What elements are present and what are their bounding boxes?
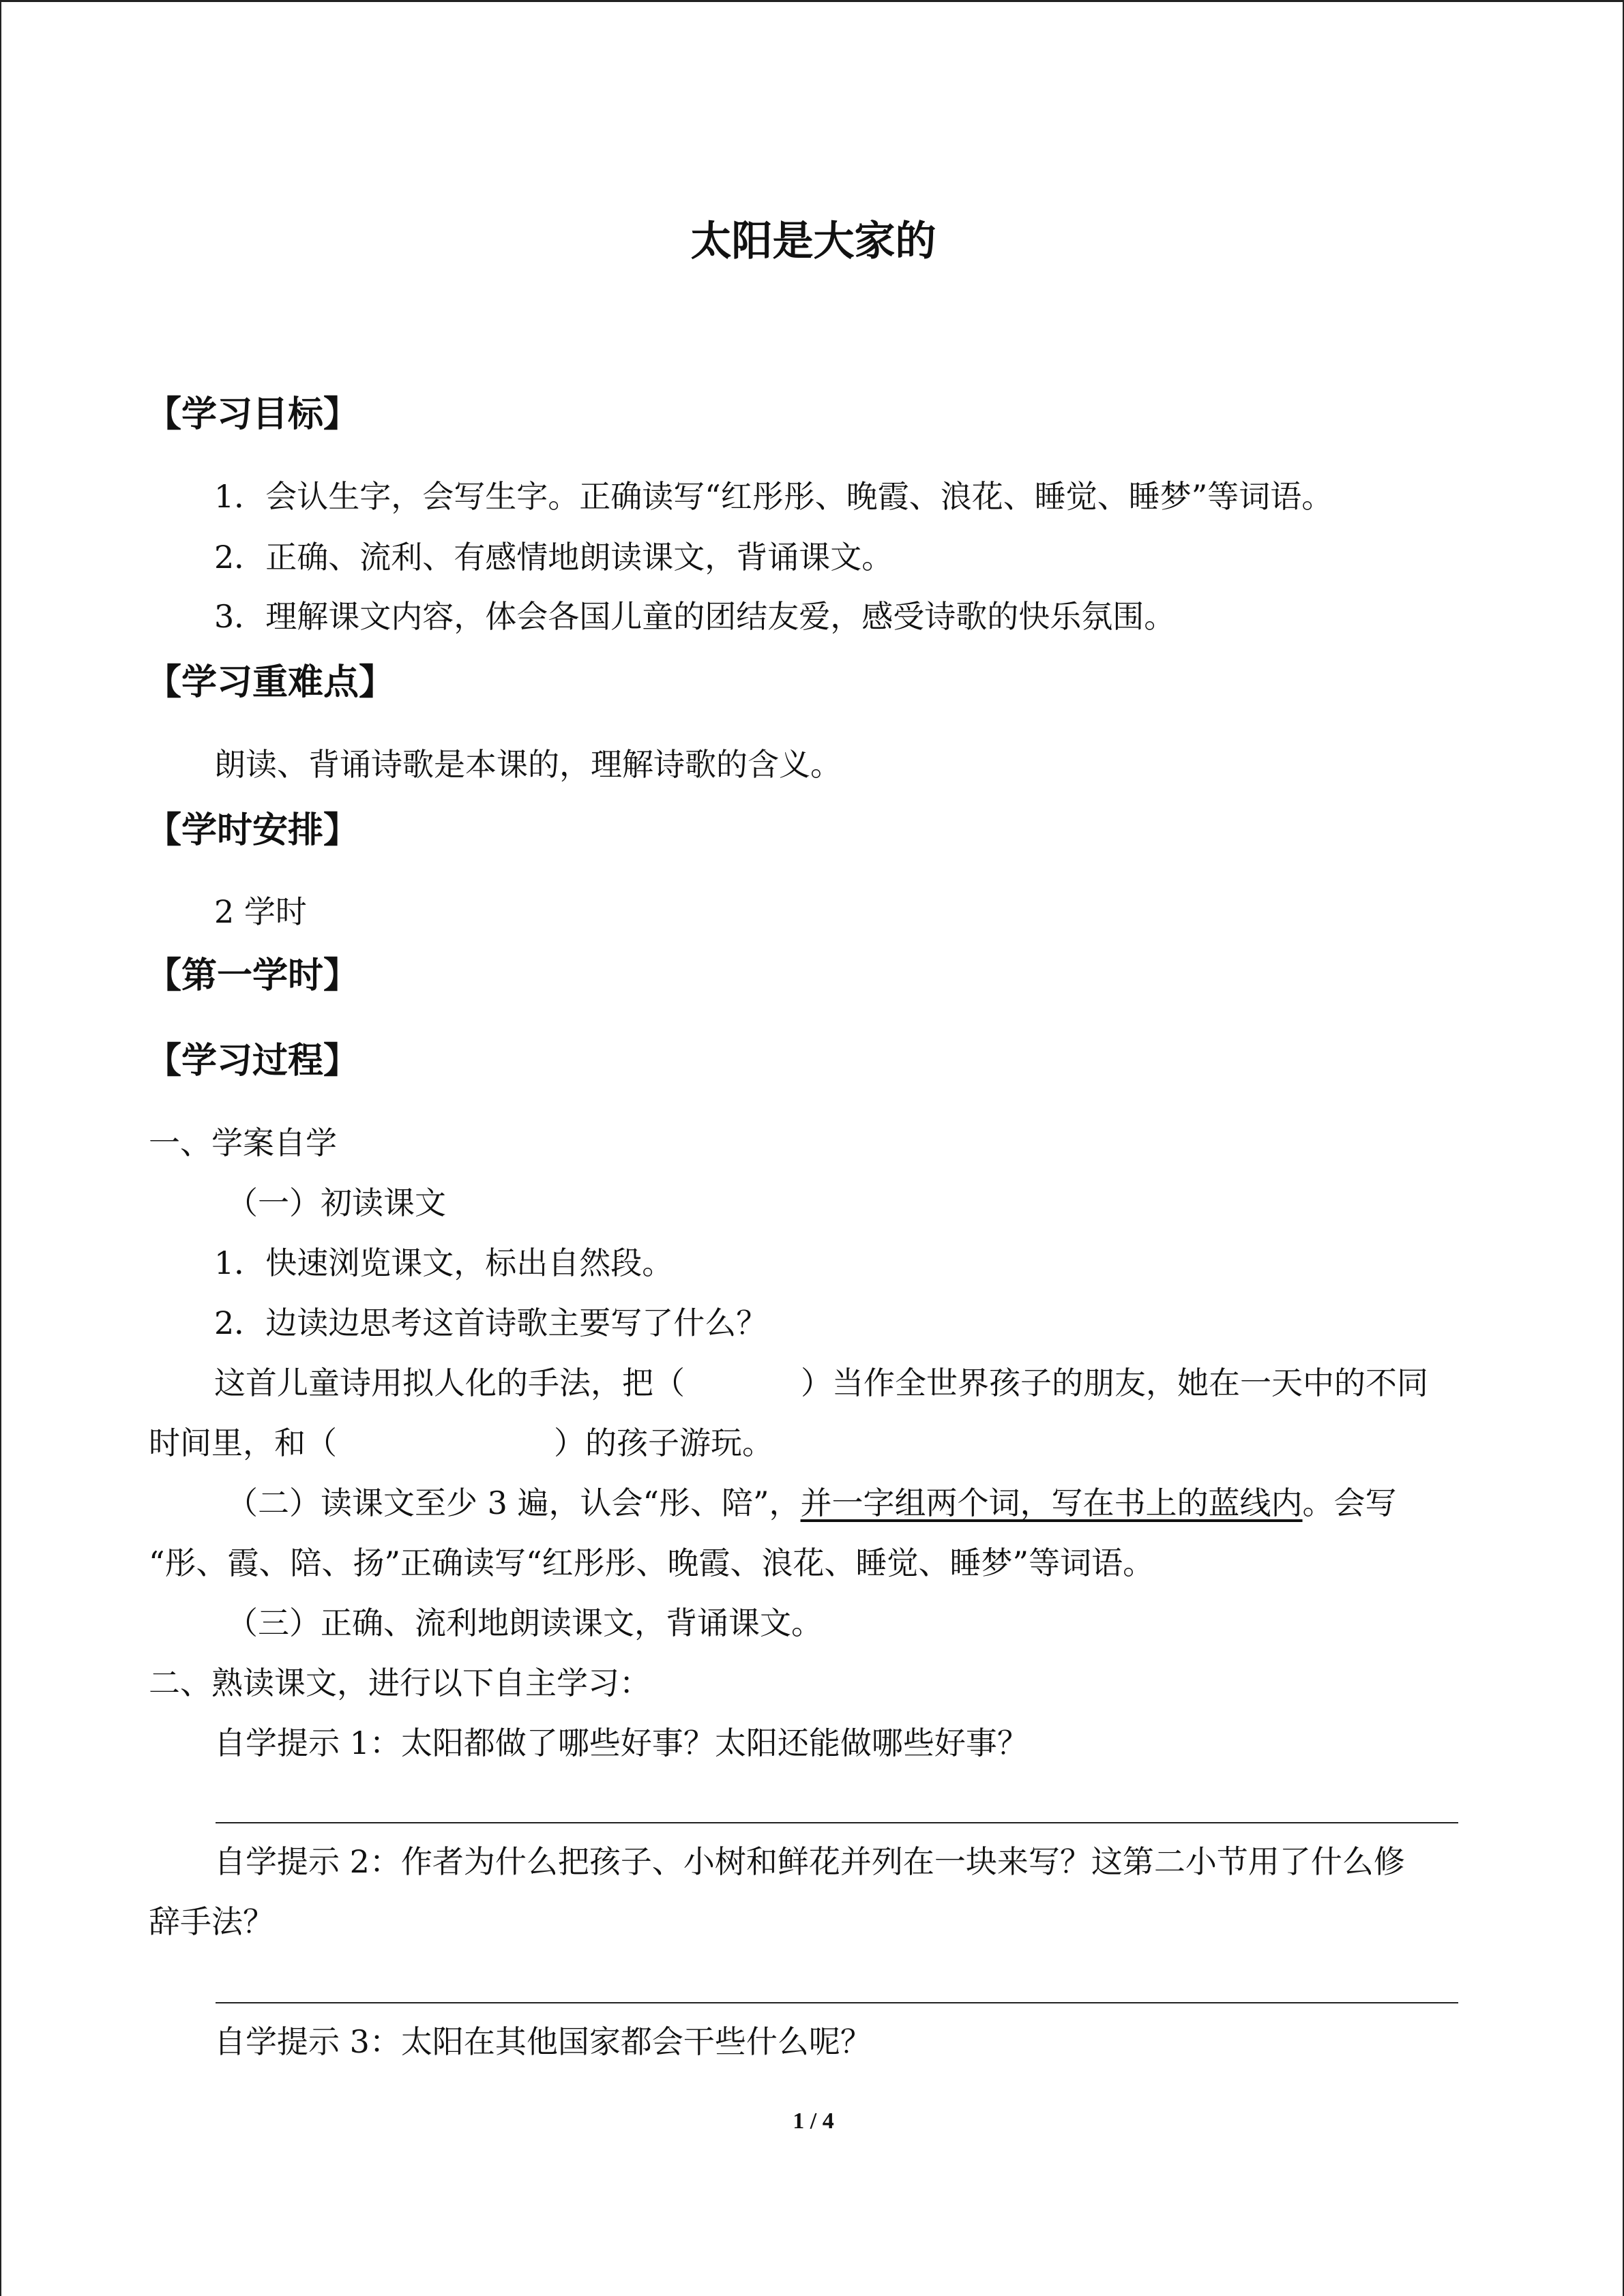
heading-key-difficulties: 【学习重难点】 [146, 662, 395, 703]
goal-item-3: 3．理解课文内容，体会各国儿童的团结友爱，感受诗歌的快乐氛围。 [214, 598, 1176, 635]
sub1-title: （一）初读课文 [226, 1184, 446, 1221]
sub2-underlined-text: 并一字组两个词，写在书上的蓝线内 [800, 1485, 1303, 1521]
sub2-text-a: （二）读课文至少 3 遍，认会“彤、陪”， [226, 1485, 801, 1521]
fill-text-2b: ）的孩子游玩。 [554, 1425, 773, 1461]
part2-title: 二、熟读课文，进行以下自主学习： [149, 1665, 651, 1701]
hint-1: 自学提示 1：太阳都做了哪些好事？太阳还能做哪些好事？ [214, 1725, 1029, 1761]
document-title: 太阳是大家的 [690, 218, 936, 265]
difficulty-text: 朗读、背诵诗歌是本课的，理解诗歌的含义。 [214, 746, 842, 783]
goal-item-1: 1．会认生字，会写生字。正确读写“红彤彤、晚霞、浪花、睡觉、睡梦”等词语。 [214, 478, 1333, 515]
heading-first-period: 【第一学时】 [146, 955, 359, 996]
sub3-line: （三）正确、流利地朗读课文，背诵课文。 [226, 1605, 823, 1641]
sub2-line [226, 1484, 1397, 1522]
hint-2-line-2: 辞手法？ [149, 1903, 274, 1940]
heading-schedule: 【学时安排】 [146, 810, 359, 851]
sub2-continuation: “彤、霞、陪、扬”正确读写“红彤彤、晚霞、浪花、睡觉、睡梦”等词语。 [149, 1545, 1155, 1581]
page-number: 1 / 4 [793, 2108, 834, 2134]
fill-in-line-1 [214, 1364, 1428, 1402]
heading-learning-process: 【学习过程】 [146, 1041, 359, 1082]
fill-in-line-2 [149, 1424, 773, 1462]
sub2-text-b: 。会写 [1302, 1485, 1397, 1521]
heading-learning-goals: 【学习目标】 [146, 394, 359, 435]
fill-text-2a: 时间里，和（ [149, 1425, 337, 1461]
goal-item-2: 2．正确、流利、有感情地朗读课文，背诵课文。 [214, 539, 894, 576]
hint-3: 自学提示 3：太阳在其他国家都会干些什么呢？ [214, 2023, 872, 2060]
part1-title: 一、学案自学 [149, 1124, 337, 1161]
answer-line-1[interactable] [216, 1822, 1458, 1823]
schedule-text: 2 学时 [214, 893, 307, 930]
step-2: 2．边读边思考这首诗歌主要写了什么？ [214, 1304, 768, 1341]
hint-2-line-1: 自学提示 2：作者为什么把孩子、小树和鲜花并列在一块来写？这第二小节用了什么修 [214, 1843, 1405, 1880]
fill-text-1b: ）当作全世界孩子的朋友，她在一天中的不同 [801, 1365, 1428, 1401]
step-1: 1．快速浏览课文，标出自然段。 [214, 1244, 674, 1281]
fill-text-1a: 这首儿童诗用拟人化的手法，把（ [214, 1365, 685, 1401]
answer-line-2[interactable] [216, 2002, 1458, 2003]
